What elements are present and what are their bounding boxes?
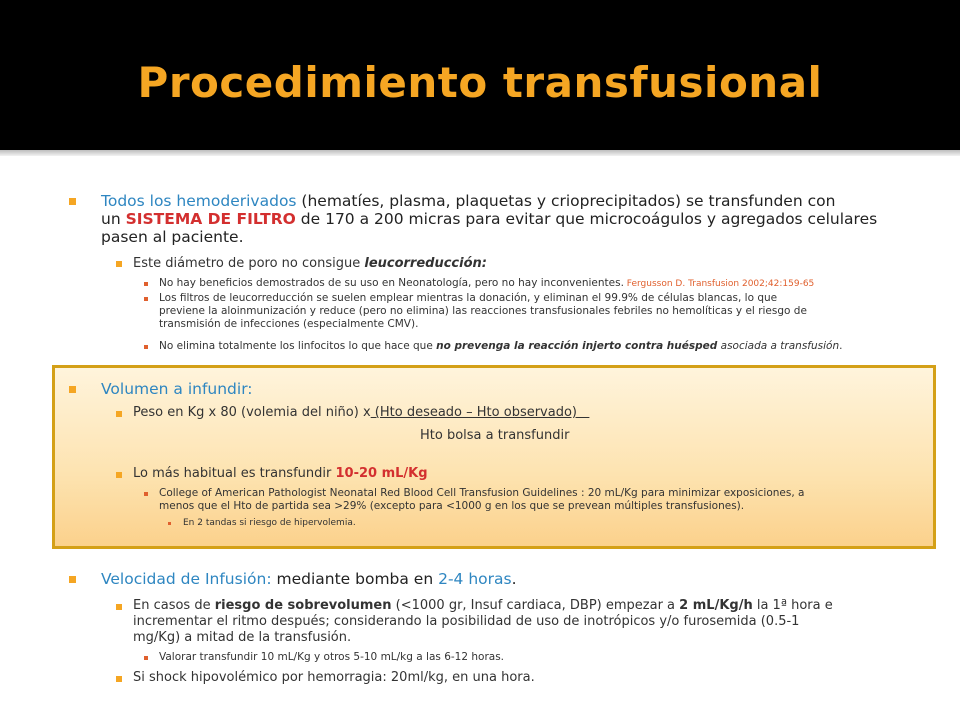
paragraph-hemoderivados (101, 192, 921, 246)
bullet-icon (69, 576, 76, 583)
subitem-diametro (133, 256, 487, 272)
text: la 1ª hora e (752, 598, 833, 613)
paragraph-velocidad (101, 570, 517, 588)
line: previene la aloinmunización y reduce (pero no elimina) las reacciones transfusionales febriles no hemolíticas y el riesgo de (159, 305, 807, 317)
bullet-icon (116, 411, 122, 417)
formula-denominator: Hto bolsa a transfundir (420, 428, 570, 443)
line: menos que el Hto de partida sea >29% (excepto para <1000 g en los que se prevean múltiples transfusiones). (159, 500, 745, 512)
dose-label: 10-20 mL/Kg (335, 466, 428, 481)
level4-tandas: En 2 tandas si riesgo de hipervolemia. (183, 518, 356, 528)
line (101, 192, 921, 210)
subsubitem-beneficios (159, 277, 814, 291)
bullet-icon (116, 676, 122, 682)
line: incrementar el ritmo después; considerando la posibilidad de uso de inotrópicos y/o furosemida (0.5-1 (133, 614, 800, 629)
hemoderivados-label: Todos los hemoderivados (101, 192, 297, 210)
slide-title: Procedimiento transfusional (137, 58, 823, 107)
text: de 170 a 200 micras para evitar que microcoágulos y agregados celulares (295, 210, 878, 228)
text: Este diámetro de poro no consigue (133, 256, 365, 271)
subsubitem-college (159, 487, 919, 513)
bullet-icon (116, 261, 122, 267)
line: transmisión de infecciones (especialmente CMV). (159, 318, 419, 330)
filtro-label: SISTEMA DE FILTRO (125, 210, 296, 228)
rate-label: 2 mL/Kg/h (679, 598, 753, 613)
formula-numerator (133, 405, 589, 421)
line: pasen al paciente. (101, 228, 244, 246)
text: asociada a transfusión (717, 340, 840, 352)
text: Lo más habitual es transfundir (133, 466, 336, 481)
text: Peso en Kg x 80 (volemia del niño) x (133, 405, 371, 420)
hours-label: 2-4 horas (438, 570, 512, 588)
text: . (839, 340, 843, 352)
text: No elimina totalmente los linfocitos lo que hace que (159, 340, 437, 352)
subsubitem-filtros (159, 292, 919, 331)
bullet-icon (69, 198, 76, 205)
line: mg/Kg) a mitad de la transfusión. (133, 630, 352, 645)
volumen-heading: Volumen a infundir: (101, 380, 253, 398)
text: un (101, 210, 126, 228)
citation: Fergusson D. Transfusion 2002;42:159-65 (623, 279, 815, 289)
bullet-icon (144, 656, 148, 660)
subitem-shock: Si shock hipovolémico por hemorragia: 20ml/kg, en una hora. (133, 670, 535, 685)
bullet-icon (116, 604, 122, 610)
bullet-icon (168, 522, 171, 525)
line (101, 210, 921, 228)
risk-label: riesgo de sobrevolumen (214, 598, 392, 613)
subitem-sobrevolumen (133, 598, 913, 646)
line: College of American Pathologist Neonatal Red Blood Cell Transfusion Guidelines : 20 mL/Kg para minimizar exposiciones, a (159, 487, 805, 499)
underlined-term: (Hto deseado – Hto observado) (370, 405, 590, 420)
bullet-icon (69, 386, 76, 393)
text: mediante bomba en (271, 570, 439, 588)
emphasis: no prevenga la reacción injerto contra huésped (436, 340, 718, 352)
text: (<1000 gr, Insuf cardiaca, DBP) empezar a (391, 598, 680, 613)
subsubitem-valorar: Valorar transfundir 10 mL/Kg y otros 5-10 mL/kg a las 6-12 horas. (159, 651, 505, 663)
bullet-icon (144, 297, 148, 301)
text: No hay beneficios demostrados de su uso en Neonatología, pero no hay inconvenientes. (159, 277, 624, 289)
line (133, 598, 913, 614)
bullet-icon (116, 472, 122, 478)
line: Los filtros de leucorreducción se suelen emplear mientras la donación, y eliminan el 99.9% de células blancas, lo que (159, 292, 778, 304)
bullet-icon (144, 282, 148, 286)
title-divider (0, 150, 960, 156)
text: . (511, 570, 517, 588)
subitem-habitual (133, 466, 428, 482)
text: (hematíes, plasma, plaquetas y crioprecipitados) se transfunden con (296, 192, 836, 210)
bullet-icon (144, 345, 148, 349)
text: En casos de (133, 598, 215, 613)
velocidad-label: Velocidad de Infusión: (101, 570, 272, 588)
leucorreduccion-label: leucorreducción: (364, 256, 487, 271)
bullet-icon (144, 492, 148, 496)
subsubitem-linfocitos (159, 340, 842, 353)
